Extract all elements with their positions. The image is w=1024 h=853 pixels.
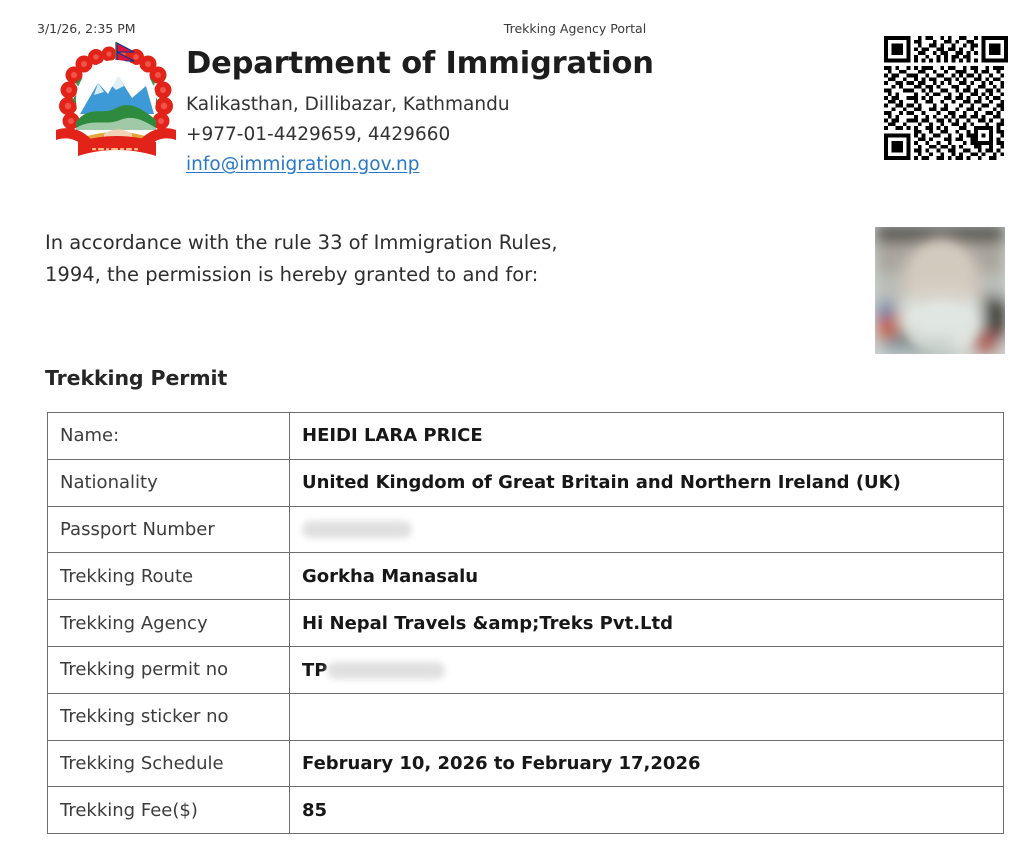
table-row — [48, 787, 1004, 834]
permit-field-label: Trekking Schedule — [48, 740, 290, 787]
redacted-value — [327, 662, 445, 679]
permission-statement — [45, 227, 665, 290]
table-row — [48, 459, 1004, 506]
table-row — [48, 693, 1004, 740]
permit-value-prefix: TP — [302, 659, 328, 681]
permit-field-value: HEIDI LARA PRICE — [290, 413, 1004, 460]
table-row — [48, 600, 1004, 647]
permit-field-label: Trekking permit no — [48, 646, 290, 693]
permit-field-label: Trekking Agency — [48, 600, 290, 647]
table-row — [48, 646, 1004, 693]
permit-field-value: February 10, 2026 to February 17,2026 — [290, 740, 1004, 787]
permit-field-value — [290, 506, 1004, 553]
permit-details-table — [47, 412, 1004, 834]
table-row — [48, 506, 1004, 553]
permit-field-value: United Kingdom of Great Britain and Northern Ireland (UK) — [290, 459, 1004, 506]
permit-field-value — [290, 693, 1004, 740]
table-row — [48, 413, 1004, 460]
table-row — [48, 740, 1004, 787]
org-phone: +977-01-4429659, 4429660 — [186, 123, 451, 145]
nepal-national-emblem-icon — [46, 38, 186, 178]
applicant-photo — [875, 227, 1005, 354]
permit-field-label: Passport Number — [48, 506, 290, 553]
org-title: Department of Immigration — [186, 46, 654, 81]
permit-field-label: Name: — [48, 413, 290, 460]
permit-field-value: Gorkha Manasalu — [290, 553, 1004, 600]
permission-statement-line-2: 1994, the permission is hereby granted to and for: — [45, 262, 539, 286]
permission-statement-line-1: In accordance with the rule 33 of Immigration Rules, — [45, 231, 558, 254]
permit-field-value: Hi Nepal Travels &amp;Treks Pvt.Ltd — [290, 600, 1004, 647]
permit-field-label: Trekking Fee($) — [48, 787, 290, 834]
permit-field-label: Trekking sticker no — [48, 693, 290, 740]
org-address: Kalikasthan, Dillibazar, Kathmandu — [186, 93, 510, 115]
letterhead-text — [186, 48, 886, 180]
permit-field-value — [290, 646, 1004, 693]
permit-field-value: 85 — [290, 787, 1004, 834]
page-title: Trekking Permit — [45, 366, 228, 390]
org-email-link[interactable]: info@immigration.gov.np — [186, 153, 420, 175]
permit-field-label: Trekking Route — [48, 553, 290, 600]
qr-code-icon — [884, 36, 1008, 160]
table-row — [48, 553, 1004, 600]
print-header — [0, 21, 1024, 37]
redacted-value — [302, 521, 412, 538]
print-header-title: Trekking Agency Portal — [503, 21, 647, 36]
permit-table-body — [48, 413, 1004, 834]
letterhead — [40, 36, 900, 186]
print-header-date: 3/1/26, 2:35 PM — [37, 21, 136, 36]
permit-field-label: Nationality — [48, 459, 290, 506]
